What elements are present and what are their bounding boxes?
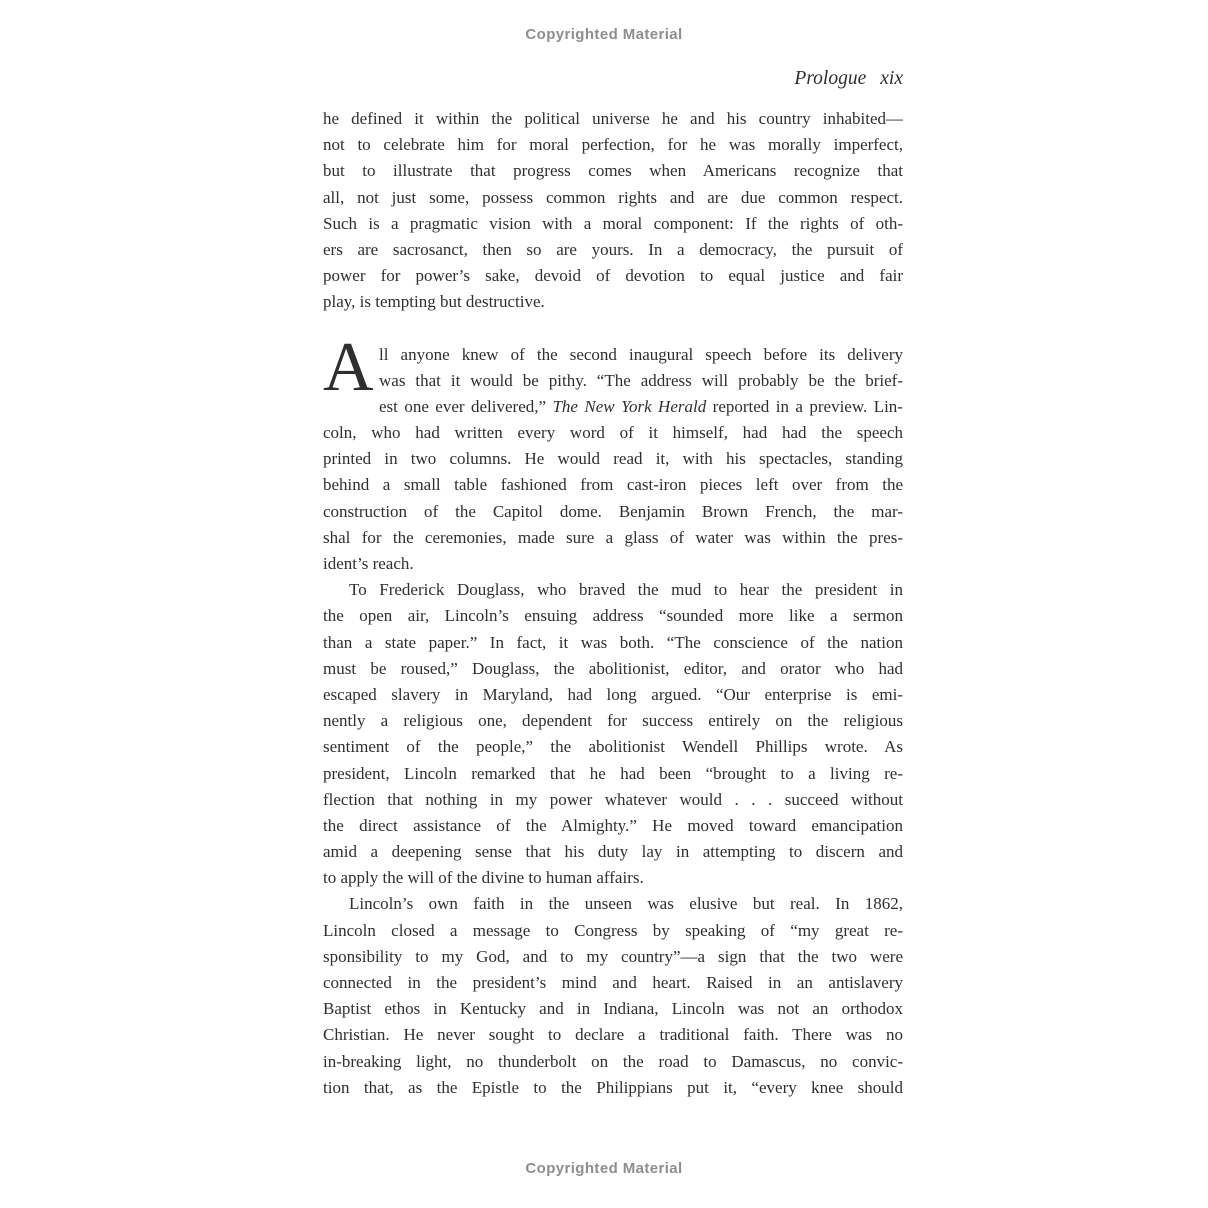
- text-line: construction of the Capitol dome. Benjamin Brown French, the mar-: [323, 501, 903, 521]
- text-line: ident’s reach.: [323, 554, 414, 573]
- text-line: amid a deepening sense that his duty lay in attempting to discern and: [323, 842, 903, 862]
- text-line: Lincoln closed a message to Congress by speaking of “my great re-: [323, 920, 903, 940]
- text-line: coln, who had written every word of it himself, had had the speech: [323, 423, 903, 443]
- paragraph: [323, 577, 903, 891]
- text-line: the open air, Lincoln’s ensuing address “sounded more like a sermon: [323, 606, 903, 626]
- text-line: sponsibility to my God, and to my country”—a sign that the two were: [323, 946, 903, 966]
- text-line: but to illustrate that progress comes when Americans recognize that: [323, 161, 903, 181]
- text-line: shal for the ceremonies, made sure a glass of water was within the pres-: [323, 527, 903, 547]
- paragraph: [323, 891, 903, 1101]
- text-line: behind a small table fashioned from cast-iron pieces left over from the: [323, 475, 903, 495]
- text-line: tion that, as the Epistle to the Philippians put it, “every knee should: [323, 1077, 903, 1097]
- text-line: play, is tempting but destructive.: [323, 292, 545, 312]
- running-header: [794, 68, 903, 90]
- text-line: not to celebrate him for moral perfection, for he was morally imperfect,: [323, 135, 903, 155]
- text-line: in-breaking light, no thunderbolt on the road to Damascus, no convic-: [323, 1051, 903, 1071]
- text-line: to apply the will of the divine to human affairs.: [323, 868, 644, 888]
- running-header-section: Prologue: [794, 68, 867, 89]
- text-line: he defined it within the political universe he and his country inhabited—: [323, 109, 903, 128]
- text-line: all, not just some, possess common rights and are due common respect.: [323, 187, 903, 207]
- page-number: xix: [880, 68, 903, 89]
- text-line: est one ever delivered,” The New York Herald reported in a preview. Lin-: [379, 396, 903, 416]
- text-line: was that it would be pithy. “The address will probably be the brief-: [379, 370, 903, 390]
- text-line: the direct assistance of the Almighty.” He moved toward emancipation: [323, 815, 903, 835]
- text-line: must be roused,” Douglass, the abolitionist, editor, and orator who had: [323, 658, 903, 678]
- text-line: flection that nothing in my power whatever would . . . succeed without: [323, 789, 903, 809]
- page-body: [323, 106, 903, 1101]
- text-line: printed in two columns. He would read it, with his spectacles, standing: [323, 449, 903, 469]
- italic-text: The New York Herald: [552, 396, 707, 416]
- text-line: sentiment of the people,” the abolitionist Wendell Phillips wrote. As: [323, 737, 903, 757]
- text-line: than a state paper.” In fact, it was both. “The conscience of the nation: [323, 632, 903, 652]
- text-line: escaped slavery in Maryland, had long argued. “Our enterprise is emi-: [323, 684, 903, 704]
- text-line: power for power’s sake, devoid of devotion to equal justice and fair: [323, 266, 903, 286]
- paragraph: [323, 328, 903, 578]
- text-line: president, Lincoln remarked that he had been “brought to a living re-: [323, 763, 903, 783]
- copyright-watermark-top: Copyrighted Material: [525, 26, 683, 43]
- copyright-watermark-bottom: Copyrighted Material: [525, 1160, 683, 1177]
- text-line: connected in the president’s mind and heart. Raised in an antislavery: [323, 973, 903, 992]
- text-line: Christian. He never sought to declare a traditional faith. There was no: [323, 1025, 903, 1045]
- text-line: Such is a pragmatic vision with a moral component: If the rights of oth-: [323, 213, 903, 233]
- text-line: Baptist ethos in Kentucky and in Indiana, Lincoln was not an orthodox: [323, 999, 903, 1019]
- text-line: ers are sacrosanct, then so are yours. In a democracy, the pursuit of: [323, 239, 903, 259]
- text-line: ll anyone knew of the second inaugural speech before its delivery: [379, 344, 903, 364]
- paragraph: [323, 106, 903, 316]
- text-line: To Frederick Douglass, who braved the mud to hear the president in: [349, 580, 903, 600]
- drop-cap: A: [323, 328, 374, 406]
- text-line: nently a religious one, dependent for success entirely on the religious: [323, 711, 903, 731]
- text-line: Lincoln’s own faith in the unseen was elusive but real. In 1862,: [349, 894, 903, 914]
